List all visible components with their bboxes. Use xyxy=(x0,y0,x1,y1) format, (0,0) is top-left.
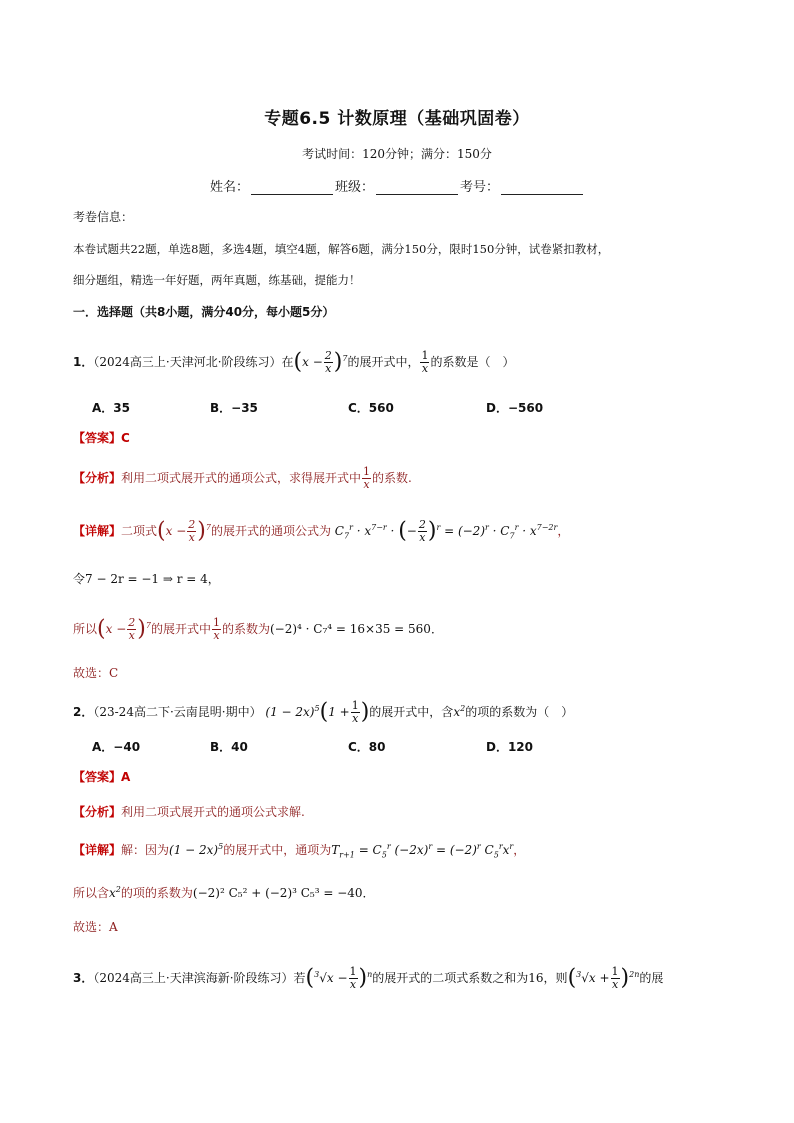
info-heading: 考卷信息： xyxy=(73,210,134,224)
option-d[interactable]: D．120 xyxy=(486,740,534,754)
option-a[interactable]: A．35 xyxy=(92,401,130,415)
question-number: 1． xyxy=(73,355,94,369)
id-blank[interactable] xyxy=(501,181,583,195)
question-3: 3．（2024高三上·天津滨海新·阶段练习）若($^3$√x − $\frac{1}{x}$ )$^n$的展开式的二项式系数之和为16，则($^3$√x + $\frac{1}{x}$ )$^{2n}$的展 xyxy=(73,965,664,991)
page-title: 专题6.5 计数原理（基础巩固卷） xyxy=(264,109,530,129)
question-1: 1．（2024高三上·天津河北·阶段练习）在(x − $\frac{2}{x}$ )$^7$的展开式中， $\frac{1}{x}$ 的系数是（ ） xyxy=(73,349,515,375)
detail-2: 【详解】解：因为$(1 - 2x)^5$的展开式中，通项为$T_{r+1} = C_5^r$ $(-2x)^r = (-2)^r$ $C_5^rx^r$， xyxy=(73,842,526,860)
step-2: 所以(x − $\frac{2}{x}$ )$^7$的展开式中 $\frac{1}{x}$ 的系数为(−2)⁴ · C₇⁴ = 16×35 = 560． xyxy=(73,616,443,642)
step-1: 令7 − 2r = −1 ⇒ r = 4， xyxy=(73,572,220,586)
question-source: （2024高三上·天津河北·阶段练习） xyxy=(93,355,282,369)
radical-expression: ($^3$√x − $\frac{1}{x}$ )$^n$ xyxy=(305,965,373,991)
detail-1: 【详解】二项式(x − $\frac{2}{x}$ )$^7$的展开式的通项公式为 $C_7^r \cdot x^{7-r}$ · (− $\frac{2}{x}$ )$^r = (-2)^r \cdot C_7^r \cdot x^{7-2r}$， xyxy=(73,518,570,544)
answer-2: 【答案】A xyxy=(73,770,131,784)
name-blank[interactable] xyxy=(251,181,333,195)
step-2-1: 所以含$x^2$的项的系数为(−2)² C₅² + (−2)³ C₅³ = −40． xyxy=(73,885,375,900)
product-expression: $(1 - 2x)^5(1$ + $\frac{1}{x}$ ) xyxy=(261,699,370,725)
exam-subtitle: 考试时间：120分钟；满分：150分 xyxy=(302,147,492,161)
option-b[interactable]: B．40 xyxy=(210,740,248,754)
question-number: 2． xyxy=(73,705,94,719)
final-answer-2: 故选：A xyxy=(73,920,118,934)
general-term-formula: $T_{r+1} = C_5^r$ $(-2x)^r = (-2)^r$ $C_5^rx^r$ xyxy=(331,842,514,860)
answer-1: 【答案】C xyxy=(73,431,130,445)
question-source: （23-24高二下·云南昆明·期中） xyxy=(93,705,262,719)
option-a[interactable]: A．−40 xyxy=(92,740,141,754)
question-number: 3． xyxy=(73,971,94,985)
section-heading: 一．选择题（共8小题，满分40分，每小题5分） xyxy=(73,305,335,319)
option-b[interactable]: B．−35 xyxy=(210,401,258,415)
analysis-1: 【分析】利用二项式展开式的通项公式，求得展开式中 $\frac{1}{x}$ 的系数. xyxy=(73,465,412,491)
binomial-expression: (x − $\frac{2}{x}$ )$^7$ xyxy=(293,349,348,375)
option-c[interactable]: C．560 xyxy=(348,401,394,415)
id-label: 考号： xyxy=(460,180,500,195)
final-answer-1: 故选：C xyxy=(73,666,119,680)
question-source: （2024高三上·天津滨海新·阶段练习） xyxy=(93,971,294,985)
student-info-line xyxy=(210,176,585,195)
analysis-2: 【分析】利用二项式展开式的通项公式求解. xyxy=(73,805,305,819)
class-label: 班级： xyxy=(335,180,375,195)
question-2: 2．（23-24高二下·云南昆明·期中） $(1 - 2x)^5(1$ + $\frac{1}{x}$ )的展开式中，含$x^2$的项的系数为（ ） xyxy=(73,699,574,725)
option-c[interactable]: C．80 xyxy=(348,740,386,754)
name-label: 姓名： xyxy=(210,180,250,195)
general-term-formula: $C_7^r \cdot x^{7-r}$ · (− $\frac{2}{x}$ )$^r = (-2)^r \cdot C_7^r \cdot x^{7-2r}$ xyxy=(330,518,558,544)
info-line-1: 本卷试题共22题，单选8题，多选4题，填空4题，解答6题，满分150分，限时150分钟，试卷紧扣教材， xyxy=(73,242,610,256)
fraction-1-over-x: $\frac{1}{x}$ xyxy=(421,349,429,375)
info-line-2: 细分题组，精选一年好题，两年真题，练基础，提能力！ xyxy=(73,273,361,287)
class-blank[interactable] xyxy=(376,181,458,195)
option-d[interactable]: D．−560 xyxy=(486,401,544,415)
